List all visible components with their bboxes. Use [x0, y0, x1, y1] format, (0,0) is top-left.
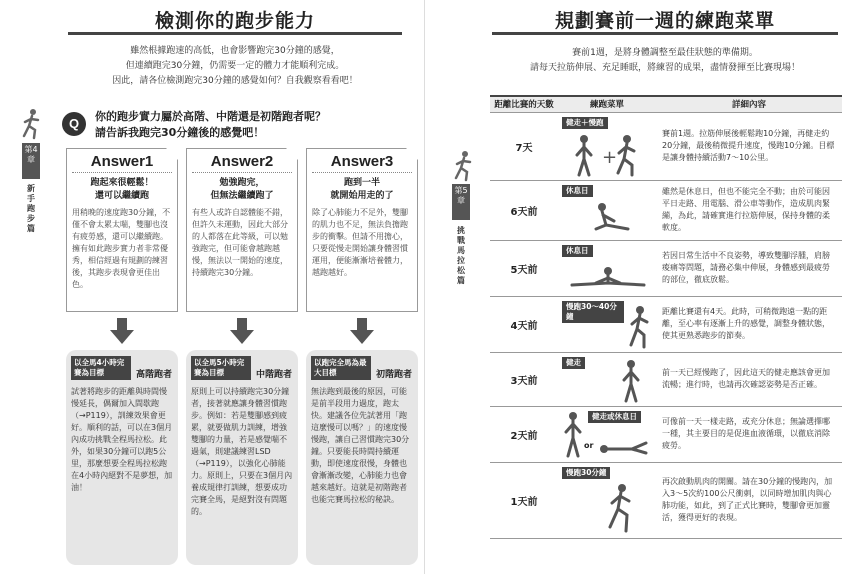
column-header: 詳細內容 — [656, 96, 842, 112]
detail-cell: 前一天已經慢跑了，因此這天的健走應該會更加流暢；進行時，也請再次確認姿勢是否正確。 — [656, 352, 842, 406]
menu-label: 慢跑30分鐘 — [562, 467, 610, 479]
menu-cell — [558, 462, 656, 538]
menu-cell — [558, 240, 656, 296]
column-header: 練跑菜單 — [558, 96, 656, 112]
heading-line: 但無法繼續跑了 — [210, 191, 274, 201]
result-card-intermediate — [186, 350, 298, 565]
table-header-row — [490, 96, 842, 112]
day-cell: 5天前 — [490, 240, 558, 296]
menu-cell — [558, 406, 656, 462]
question-badge: Q — [62, 112, 86, 136]
down-arrow-icon — [110, 318, 134, 344]
walking-illustration — [618, 359, 644, 403]
weekly-plan-table — [490, 95, 842, 539]
intro-line: 賽前1週，是將身體調整至最佳狀態的準備期。 — [572, 48, 758, 58]
detail-cell: 再次啟動肌肉的開關。請在30分鐘的慢跑內，加入3～5次約100公尺衝刺，以同時增加肌肉與心肺功能，如此，到了正式比賽時，雙腳會更加靈活，獲得更好的表現。 — [656, 462, 842, 538]
answer-body: 有些人或許自認體能不錯，但許久未運動，因此大部分的人都落在此等級，可以勉強跑完，但可能會越跑越慢，無法以一開始的速度，持續跑完30分鐘。 — [192, 208, 288, 277]
detail-cell: 可像前一天一樣走路，或充分休息；無論選擇哪一種，其主要目的是促進血液循環，以徹底消除疲勞。 — [656, 406, 842, 462]
goal-tag: 以全馬5小時完賽為目標 — [191, 356, 251, 380]
detail-cell: 距離比賽還有4天。此時，可稍微跑遠一點的距離，至心率有逐漸上升的感覺，調整身體狀態，使其更熟悉跑步的節奏。 — [656, 296, 842, 352]
walk-and-jog-illustration — [572, 133, 642, 177]
corner-fold — [406, 148, 418, 160]
heading-line: 跑到一半 — [343, 178, 380, 188]
intro-line: 雖然根據跑速的高低，也會影響跑完30分鐘的感覺， — [130, 46, 340, 56]
split-stretch-illustration — [568, 265, 648, 289]
menu-label: 慢跑30～40分鐘 — [562, 301, 624, 323]
day-cell: 4天前 — [490, 296, 558, 352]
heading-line: 就開始用走的了 — [330, 191, 394, 201]
running-illustration — [606, 483, 634, 533]
day-cell: 3天前 — [490, 352, 558, 406]
corner-fold — [166, 148, 178, 160]
walking-illustration — [562, 411, 584, 459]
title-underline — [492, 32, 838, 35]
question-line: 你的跑步實力屬於高階、中階還是初階跑者呢？ — [95, 110, 326, 123]
question-line: 請告訴我跑完30分鐘後的感覺吧！ — [95, 126, 265, 139]
answer-heading — [72, 177, 172, 203]
day-cell: 2天前 — [490, 406, 558, 462]
runner-level: 中階跑者 — [255, 370, 292, 380]
heading-line: 還可以繼續跑 — [94, 191, 149, 201]
stretch-illustration — [588, 199, 638, 235]
lying-stretch-illustration — [598, 437, 650, 457]
table-row — [490, 462, 842, 538]
answer-card-1 — [66, 148, 178, 312]
goal-tag: 以全馬4小時完賽為目標 — [71, 356, 131, 380]
intro-text — [60, 44, 410, 89]
table-row — [490, 180, 842, 240]
page-title: 檢測你的跑步能力 — [154, 10, 315, 32]
detail-cell: 賽前1週。拉筋伸展後輕鬆跑10分鐘，再健走約20分鐘，最後稍微提升速度，慢跑10分鐘。目標是讓身體持續活動7～10公里。 — [656, 112, 842, 180]
corner-fold — [286, 148, 298, 160]
chapter-tab: 第5章 — [452, 184, 470, 220]
answer-title: Answer3 — [312, 153, 412, 173]
page-title: 規劃賽前一週的練跑菜單 — [554, 10, 775, 32]
result-body: 無法跑到最後的原因，可能是前半段用力過度，跑太快。建議各位先試著用「跑這麼慢可以嗎？」的速度慢慢跑，讓自己習慣跑完30分鐘。只要能長時間持續運動，即使速度很慢，身體也會漸漸改變，心肺能力也會越來越好。這就是初階跑者也能完賽馬拉松的秘訣。 — [311, 387, 410, 504]
menu-label: 健走或休息日 — [588, 411, 641, 423]
answer-title: Answer1 — [72, 153, 172, 173]
intro-line: 請每天拉筋伸展、充足睡眠，將練習的成果，盡情發揮至比賽現場！ — [529, 63, 800, 73]
runner-level: 高階跑者 — [135, 370, 172, 380]
menu-label: 休息日 — [562, 185, 593, 197]
runner-icon — [450, 150, 476, 182]
down-arrow-icon — [230, 318, 254, 344]
table-row — [490, 352, 842, 406]
down-arrow-icon — [350, 318, 374, 344]
page-gutter — [424, 0, 425, 574]
chapter-label: 挑戰馬拉松篇 — [457, 226, 465, 285]
heading-line: 跑起來很輕鬆！ — [90, 178, 154, 188]
answer-card-3 — [306, 148, 418, 312]
jogging-illustration — [626, 305, 652, 349]
day-cell: 7天 — [490, 112, 558, 180]
day-cell: 1天前 — [490, 462, 558, 538]
result-card-advanced — [66, 350, 178, 565]
column-header: 距離比賽的天數 — [490, 96, 558, 112]
title-underline — [68, 32, 402, 35]
svg-text:+: + — [602, 146, 618, 168]
chapter-label: 新手跑步篇 — [27, 184, 35, 233]
intro-line: 因此，請各位檢測跑完30分鐘的感覺如何？自我觀察看看吧！ — [112, 76, 358, 86]
intro-text — [490, 46, 840, 76]
result-body: 試著將跑步的距離與時間慢慢延長，偶爾加入間歇跑（→P119），訓練效果會更好。順利的話，可以在3個月內成功挑戰全程馬拉松。此外，如果30分鐘可以跑5公里，那麼想要全程馬拉松跑在4小時內絕對不是夢想，加油！ — [71, 387, 173, 492]
or-label: or — [584, 440, 594, 450]
runner-level: 初階跑者 — [375, 370, 412, 380]
table-row — [490, 112, 842, 180]
result-card-beginner — [306, 350, 418, 565]
intro-line: 但連續跑完30分鐘，仍需要一定的體力才能順利完成。 — [125, 61, 345, 71]
detail-cell: 若因日常生活中不良姿勢，導致雙腳浮腫，肩膀痠痛等問題，請務必集中伸展，身體感到最疲勞的部位，徹底放鬆。 — [656, 240, 842, 296]
answer-heading — [312, 177, 412, 203]
table-row — [490, 406, 842, 462]
runner-icon — [18, 108, 44, 140]
menu-cell — [558, 180, 656, 240]
heading-line: 勉強跑完， — [219, 178, 265, 188]
menu-label: 健走＋慢跑 — [562, 117, 608, 129]
table-row — [490, 296, 842, 352]
day-cell: 6天前 — [490, 180, 558, 240]
chapter-tab: 第4章 — [22, 143, 40, 179]
left-page — [0, 0, 420, 574]
menu-label: 健走 — [562, 357, 585, 369]
menu-cell — [558, 352, 656, 406]
answer-heading — [192, 177, 292, 203]
table-row — [490, 240, 842, 296]
answer-card-2 — [186, 148, 298, 312]
menu-cell — [558, 112, 656, 180]
answer-body: 用稍晚的速度跑30分鐘，不僅不會太累太喘，雙腳也沒有疲勞感，還可以繼續跑。擁有如此跑步實力者非常優秀，相信經過有規劃的練習後，其跑步表現會更佳出色。 — [72, 208, 171, 289]
answer-body: 除了心肺能力不足外，雙腳的肌力也不足，無法負擔跑步的衝擊。但請不用擔心，只要從慢走開始讓身體習慣運用，便能漸漸培養體力，越跑越好。 — [312, 208, 408, 277]
goal-tag: 以跑完全馬為最大目標 — [311, 356, 371, 380]
detail-cell: 雖然是休息日，但也不能完全不動；由於可能因平日走路、用電腦、滑公車等動作，造成肌肉緊繃，為此，請確實進行拉筋伸展，保持身體的柔軟度。 — [656, 180, 842, 240]
right-page — [430, 0, 850, 574]
result-body: 原則上可以持續跑完30分鐘者，接著就應讓身體習慣跑步。例如：若是雙腳感到疲累，就要做肌力訓練，增強雙腳的力量，若是感覺喘不過氣，則建議練習LSD（→P119），以強化心肺能力。原則上，只要在3個月內養成規律打訓練，想要成功完賽全馬，是絕對沒有問題的。 — [191, 387, 293, 516]
answer-title: Answer2 — [192, 153, 292, 173]
menu-cell — [558, 296, 656, 352]
question-text — [95, 109, 326, 141]
menu-label: 休息日 — [562, 245, 593, 257]
